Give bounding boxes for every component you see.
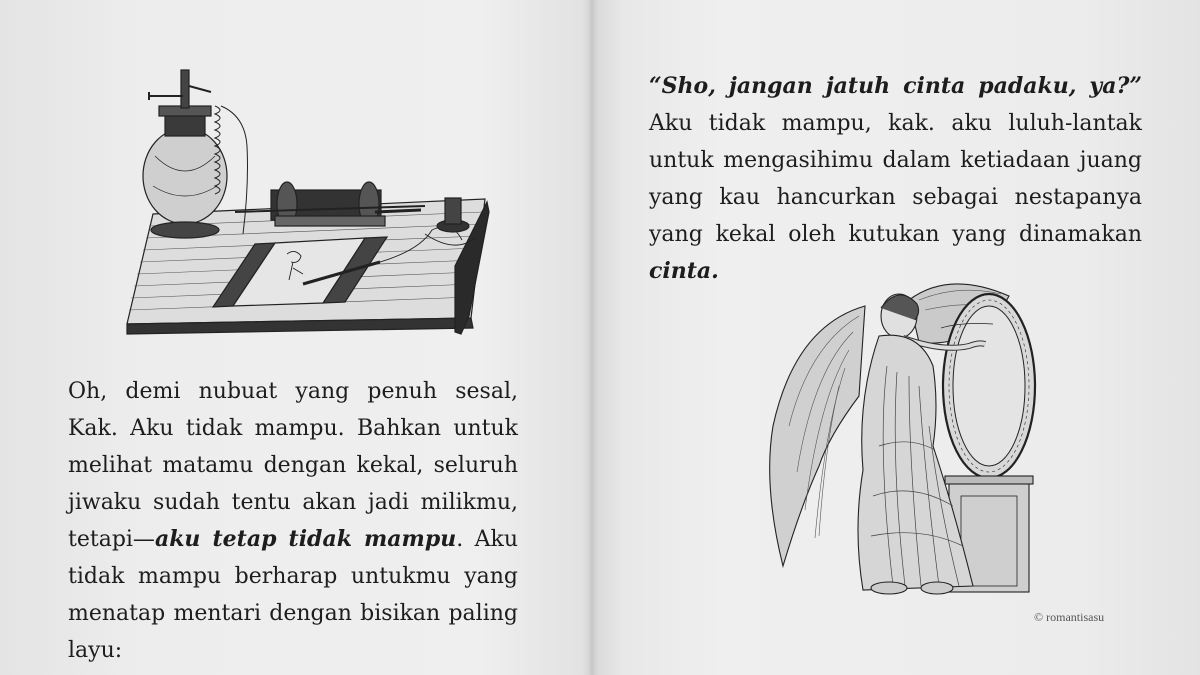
right-paragraph-text: Aku tidak mampu, kak. aku luluh-lantak untuk mengasihimu dalam ketiadaan juang yang kau hancurkan sebagai nestapanya yang kekal oleh kutukan yang dinamakan: [649, 111, 1142, 247]
left-paragraph-text: Oh, demi nubuat yang penuh sesal, Kak. Aku tidak mampu. Bahkan untuk melihat matamu dengan kekal, seluruh jiwaku sudah tentu akan jadi milikmu, tetapi—: [68, 379, 518, 552]
right-page: [597, 0, 1200, 675]
right-paragraph: [649, 68, 1142, 290]
telegraph-apparatus-illustration: [125, 66, 490, 338]
left-paragraph-text-end: . Aku tidak mampu berharap untukmu yang menatap mentari dengan bisikan paling layu:: [68, 527, 518, 663]
quote-text: “Sho, jangan jatuh cinta padaku, ya?”: [649, 73, 1142, 99]
right-paragraph-emphasis: cinta.: [649, 258, 719, 284]
left-paragraph: [68, 373, 518, 669]
left-paragraph-emphasis: aku tetap tidak mampu: [154, 526, 457, 552]
winged-angel-illustration: [769, 276, 1037, 598]
left-page: [0, 0, 593, 675]
copyright-credit: © romantisasu: [1034, 610, 1105, 624]
